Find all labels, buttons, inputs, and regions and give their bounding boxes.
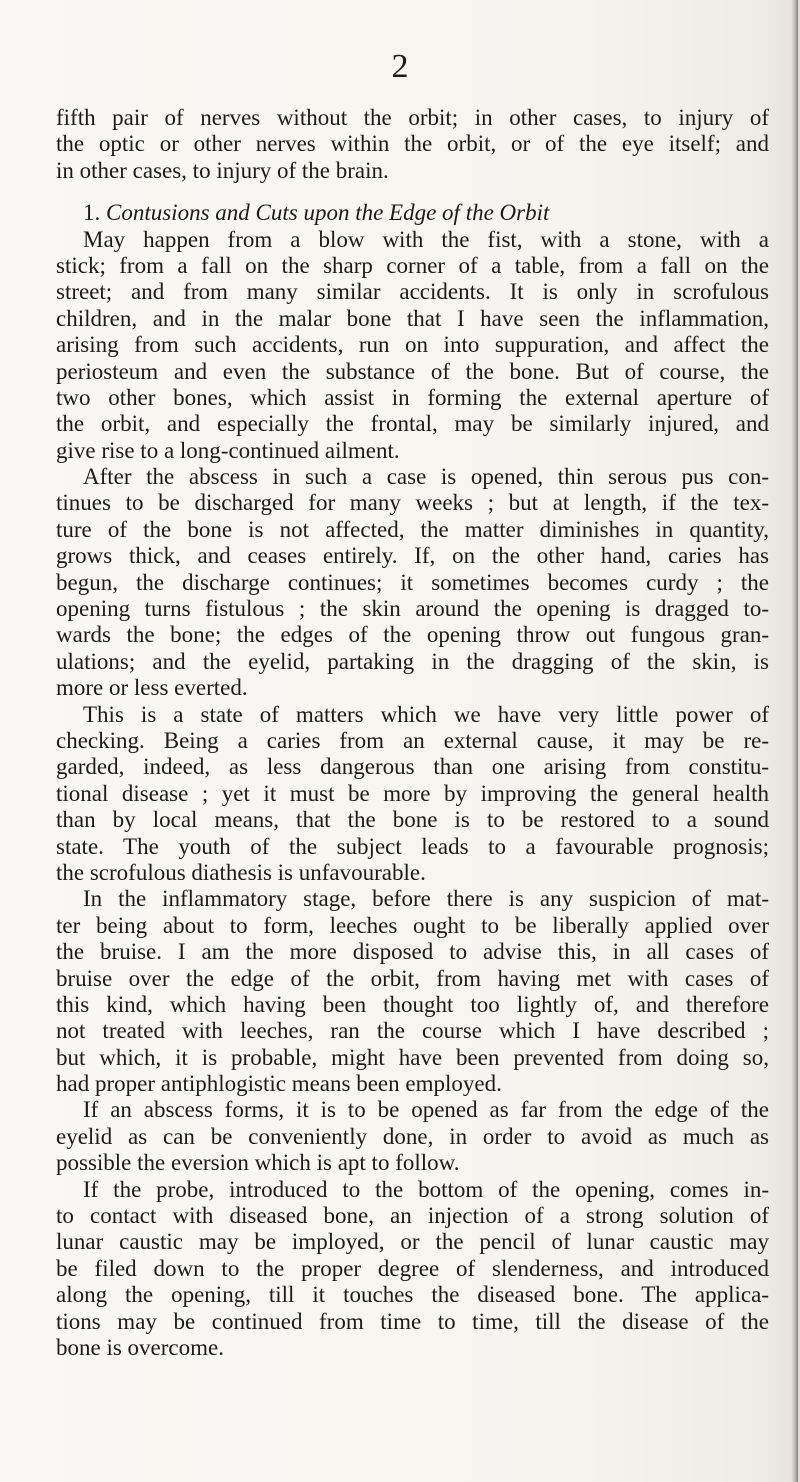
text-line: wards the bone; the edges of the opening throw out fungous gran-: [56, 622, 769, 648]
text-line: stick; from a fall on the sharp corner of a table, from a fall on the: [56, 252, 769, 278]
text-line: ter being about to form, leeches ought to be liberally applied over: [56, 912, 769, 938]
text-line: checking. Being a caries from an external cause, it may be re-: [56, 727, 769, 753]
text-line: this kind, which having been thought too lightly of, and therefore: [56, 991, 769, 1017]
paragraph-2: [56, 464, 769, 702]
text-line: ulations; and the eyelid, partaking in the dragging of the skin, is: [56, 648, 769, 674]
section-gap: [56, 184, 769, 200]
text-line: If the probe, introduced to the bottom of the opening, comes in-: [83, 1176, 769, 1202]
text-line: periosteum and even the substance of the bone. But of course, the: [56, 358, 769, 384]
text-line: tinues to be discharged for many weeks ; but at length, if the tex-: [56, 490, 769, 516]
text-line: arising from such accidents, run on into suppuration, and affect the: [56, 332, 769, 358]
text-line: grows thick, and ceases entirely. If, on the other hand, caries has: [56, 543, 769, 569]
text-line: eyelid as can be conveniently done, in order to avoid as much as: [56, 1123, 769, 1149]
section-heading: [56, 200, 769, 226]
text-line: opening turns fistulous ; the skin around the opening is dragged to-: [56, 596, 769, 622]
paragraph-4: [56, 886, 769, 1097]
section-number: 1.: [83, 200, 101, 226]
text-line: tional disease ; yet it must be more by improving the general health: [56, 780, 769, 806]
text-line: fifth pair of nerves without the orbit; in other cases, to injury of: [56, 105, 769, 130]
text-line: the bruise. I am the more disposed to advise this, in all cases of: [56, 939, 769, 965]
text-line: bruise over the edge of the orbit, from having met with cases of: [56, 965, 769, 991]
paragraph-1: [56, 227, 769, 465]
text-line: children, and in the malar bone that I have seen the inflammation,: [56, 305, 769, 331]
section-title: Contusions and Cuts upon the Edge of the Orbit: [106, 200, 550, 226]
text-line: If an abscess forms, it is to be opened as far from the edge of the: [83, 1097, 769, 1123]
text-line: but which, it is probable, might have been prevented from doing so,: [56, 1044, 769, 1070]
text-line: not treated with leeches, ran the course which I have described ;: [56, 1018, 769, 1044]
text-line: the optic or other nerves within the orbit, or of the eye itself; and: [56, 131, 769, 157]
paragraph-6: [56, 1177, 769, 1362]
text-line: the scrofulous diathesis is unfavourable.: [56, 859, 426, 885]
text-line: begun, the discharge continues; it sometimes becomes curdy ; the: [56, 569, 769, 595]
text-line: lunar caustic may be imployed, or the pencil of lunar caustic may: [56, 1229, 769, 1255]
text-line: After the abscess in such a case is opened, thin serous pus con-: [83, 464, 769, 490]
page-number: 2: [391, 48, 409, 85]
paragraph-5: [56, 1097, 769, 1176]
text-line: state. The youth of the subject leads to a favourable prognosis;: [56, 833, 769, 859]
text-line: street; and from many similar accidents. It is only in scrofulous: [56, 279, 769, 305]
text-line: had proper antiphlogistic means been employed.: [56, 1071, 502, 1097]
text-line: than by local means, that the bone is to be restored to a sound: [56, 807, 769, 833]
text-line: garded, indeed, as less dangerous than one arising from constitu-: [56, 754, 769, 780]
text-line: This is a state of matters which we have very little power of: [83, 701, 769, 727]
text-line: give rise to a long-continued ailment.: [56, 437, 400, 463]
text-line: along the opening, till it touches the diseased bone. The applica-: [56, 1282, 769, 1308]
text-line: tions may be continued from time to time, till the disease of the: [56, 1308, 769, 1334]
body-text: [56, 105, 769, 1361]
paragraph-3: [56, 702, 769, 887]
text-line: two other bones, which assist in forming the external aperture of: [56, 384, 769, 410]
text-line: In the inflammatory stage, before there is any suspicion of mat-: [83, 886, 769, 912]
text-line: May happen from a blow with the fist, with a stone, with a: [83, 226, 769, 252]
page-edge-shadow: [792, 0, 798, 1482]
text-line: bone is overcome.: [56, 1334, 224, 1360]
text-line: more or less everted.: [56, 675, 248, 701]
text-line: ture of the bone is not affected, the matter diminishes in quantity,: [56, 516, 769, 542]
text-line: to contact with diseased bone, an injection of a strong solution of: [56, 1203, 769, 1229]
intro-paragraph: [56, 105, 769, 184]
text-line: possible the eversion which is apt to follow.: [56, 1150, 460, 1176]
text-line: be filed down to the proper degree of slenderness, and introduced: [56, 1255, 769, 1281]
text-line: the orbit, and especially the frontal, may be similarly injured, and: [56, 411, 769, 437]
text-line: in other cases, to injury of the brain.: [56, 157, 389, 183]
